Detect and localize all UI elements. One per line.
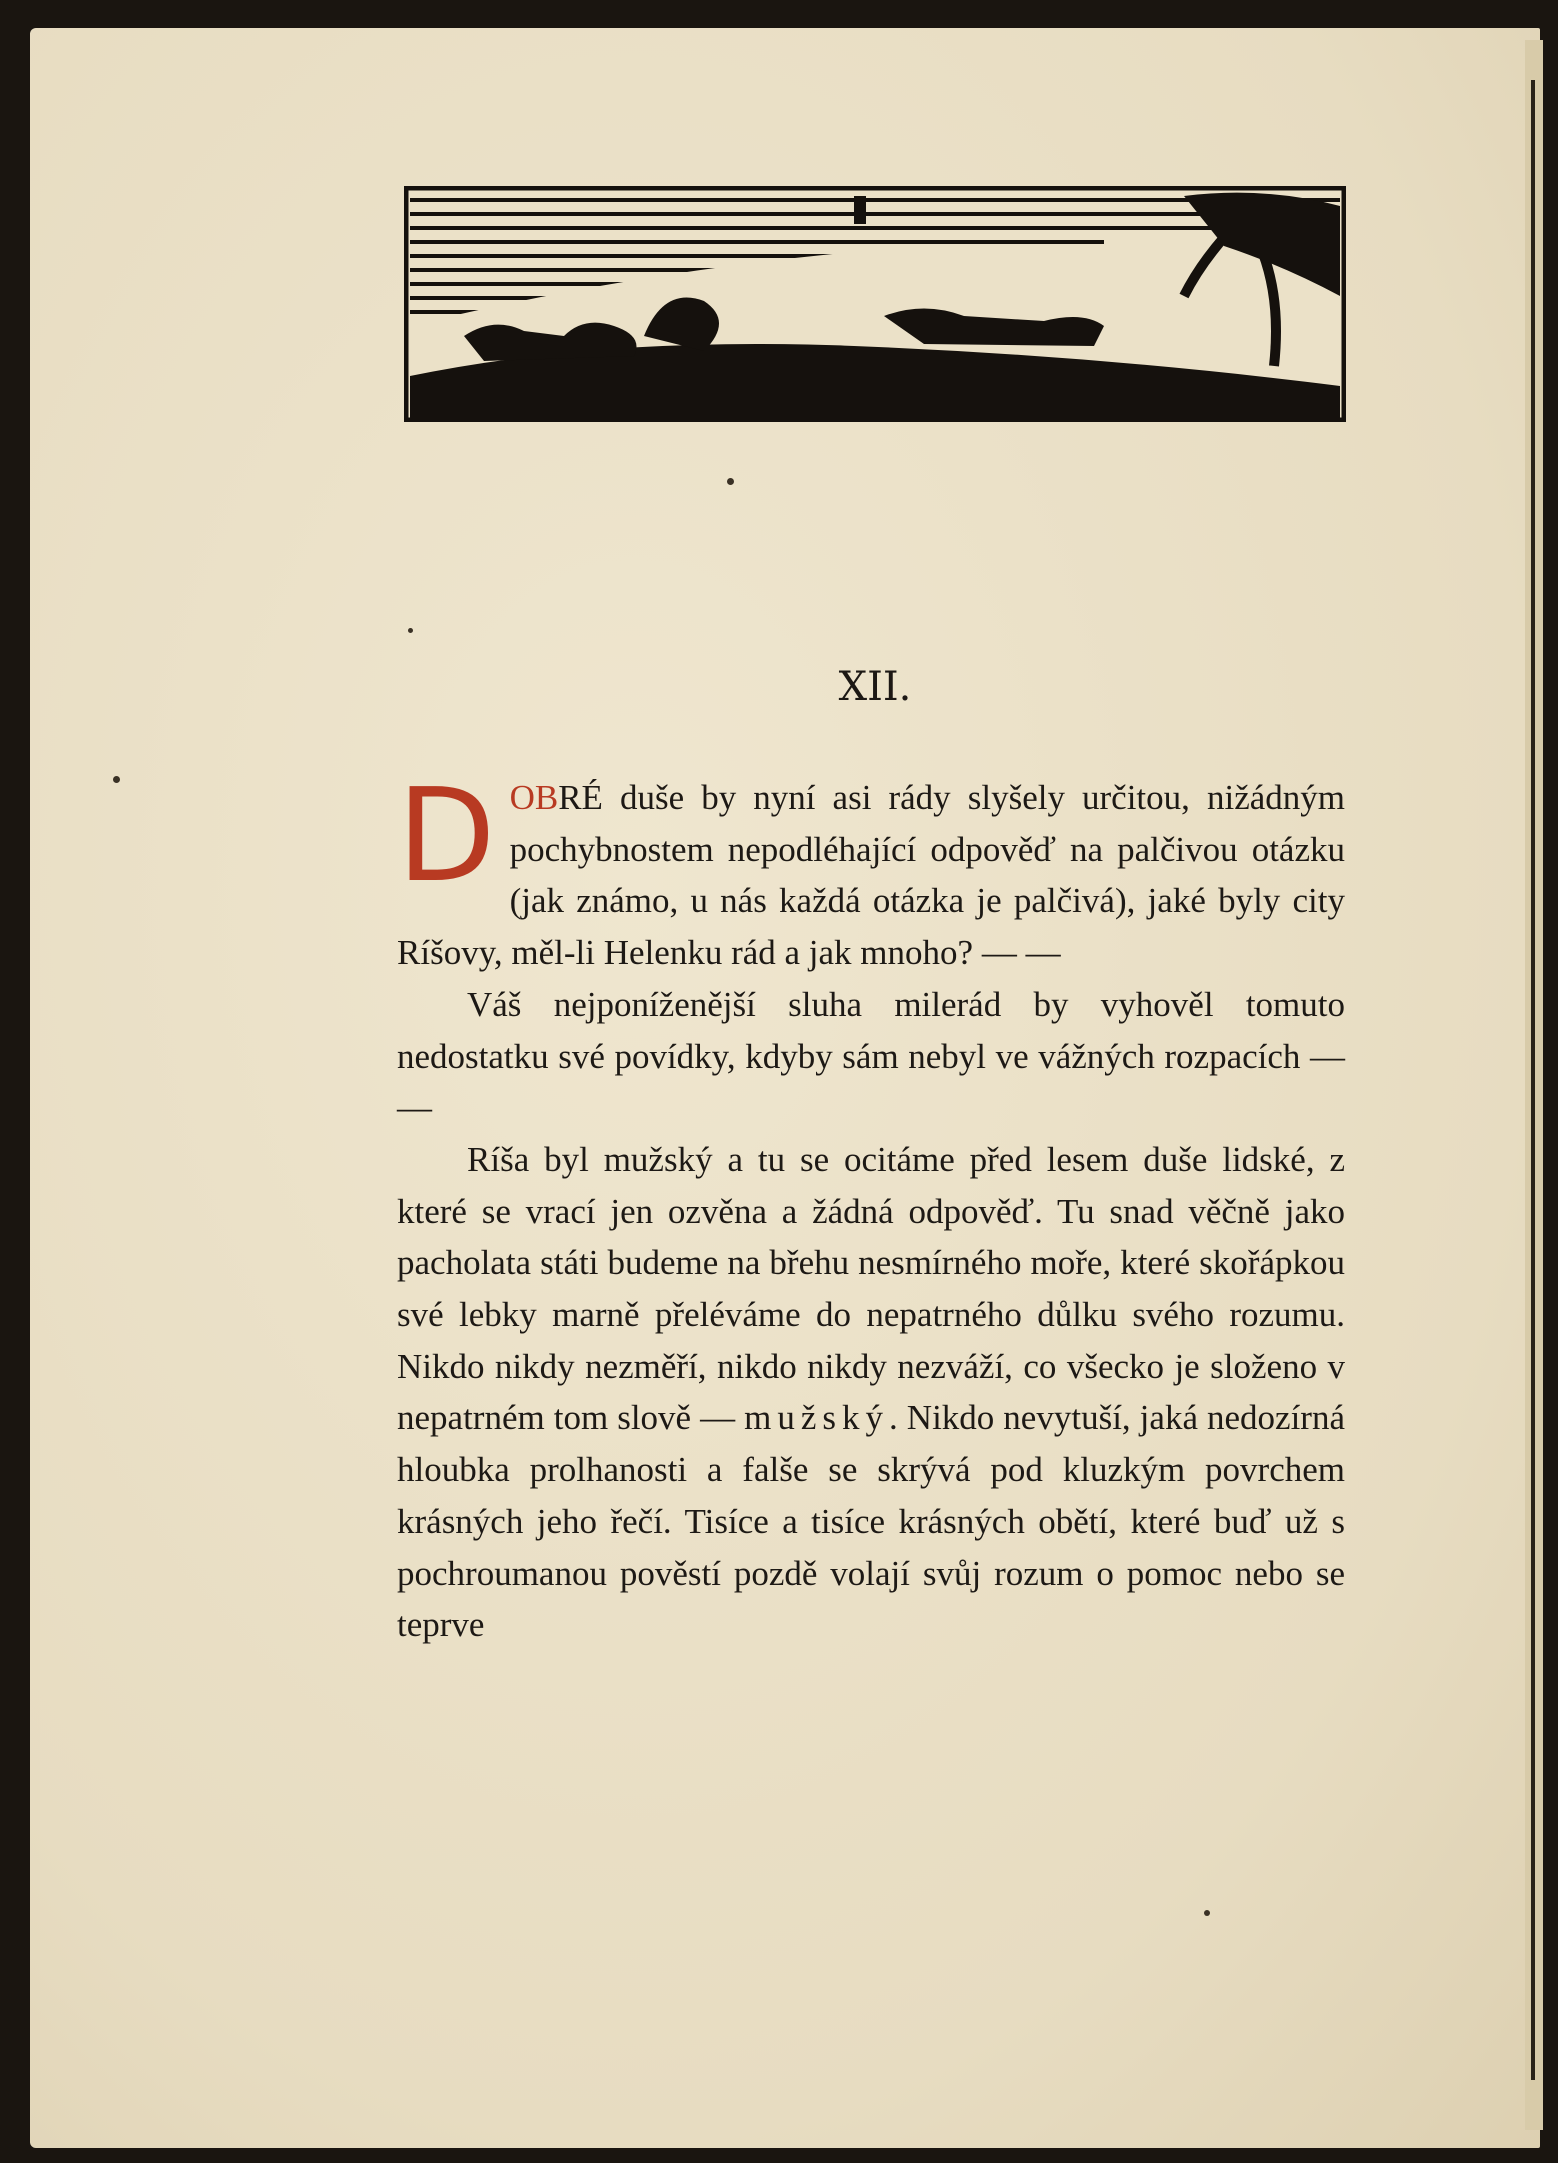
lead-rest: RÉ (558, 778, 603, 817)
paper-speck (113, 776, 120, 783)
paragraph-3-text-b: . Nikdo nevytuší, jaká nedozírná hloubka prolhanosti a falše se skrývá pod kluzkým povrchem krásných jeho řečí. Tisíce a tisíce krásných obětí, které buď už s pochroumanou pověstí pozdě volají svůj rozum o pomoc nebo se teprve (397, 1398, 1345, 1645)
spaced-word: mužský (744, 1398, 890, 1438)
paper-speck (1204, 1910, 1210, 1916)
drop-cap: D (397, 762, 496, 911)
lead-red: OB (509, 778, 559, 817)
paragraph-3 (397, 1134, 1345, 1651)
paragraph-2: Váš nejponíženější sluha milerád by vyhověl tomuto nedostatku své povídky, kdyby sám nebyl ve vážných rozpacích — — (397, 984, 1345, 1128)
paragraph-1 (397, 762, 1345, 979)
body-text (397, 762, 1345, 1651)
paper-speck (727, 478, 734, 485)
spine-binding-line (1531, 80, 1535, 2080)
paragraph-3-text-a: Ríša byl mužský a tu se ocitáme před lesem duše lidské, z které se vrací jen ozvěna a žádná odpověď. Tu snad věčně jako pacholata státi budeme na břehu nesmírného moře, které skořápkou své lebky marně přeléváme do nepatrného důlku svého rozumu. Nikdo nikdy nezměří, nikdo nikdy nezváží, co všecko je složeno v nepatrném tom slově — (397, 1139, 1345, 1438)
chapter-number: XII. (838, 664, 912, 710)
paper-speck (408, 628, 413, 633)
woodcut-hunting-scene-icon (404, 186, 1346, 422)
paragraph-1-text: duše by nyní asi rády slyšely určitou, nižádným pochybnostem nepodléhající odpověď na palčivou otázku (jak známo, u nás každá otázka je palčivá), jaké byly city Ríšovy, měl-li Helenku rád a jak mnoho? — — (397, 778, 1345, 973)
